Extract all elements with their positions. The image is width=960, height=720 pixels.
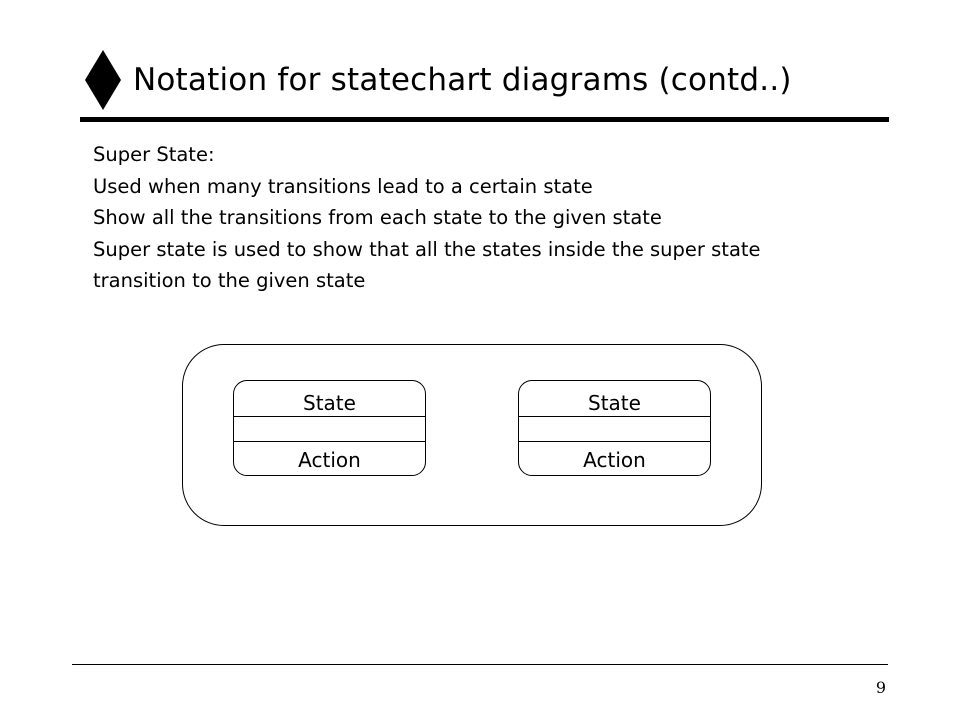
state-divider xyxy=(519,441,710,442)
footer-divider xyxy=(72,664,888,665)
state-divider xyxy=(519,416,710,417)
state-action: Action xyxy=(583,448,646,472)
state-divider xyxy=(234,441,425,442)
state-action: Action xyxy=(298,448,361,472)
body-line: Super state is used to show that all the states inside the super state xyxy=(93,237,761,261)
body-line: transition to the given state xyxy=(93,269,366,292)
body-text xyxy=(93,139,933,297)
title-divider xyxy=(80,117,889,122)
state-box-right xyxy=(518,380,711,476)
state-divider xyxy=(234,416,425,417)
state-name: State xyxy=(303,391,356,415)
page-number: 9 xyxy=(875,678,886,697)
slide-title: Notation for statechart diagrams (contd..) xyxy=(133,62,792,98)
body-line: Super State: xyxy=(93,143,215,166)
body-line: Show all the transitions from each state to the given state xyxy=(93,206,662,229)
body-line: Used when many transitions lead to a certain state xyxy=(93,174,593,198)
diamond-bullet-icon xyxy=(83,50,123,110)
state-name: State xyxy=(588,391,641,415)
state-box-left xyxy=(233,380,426,476)
